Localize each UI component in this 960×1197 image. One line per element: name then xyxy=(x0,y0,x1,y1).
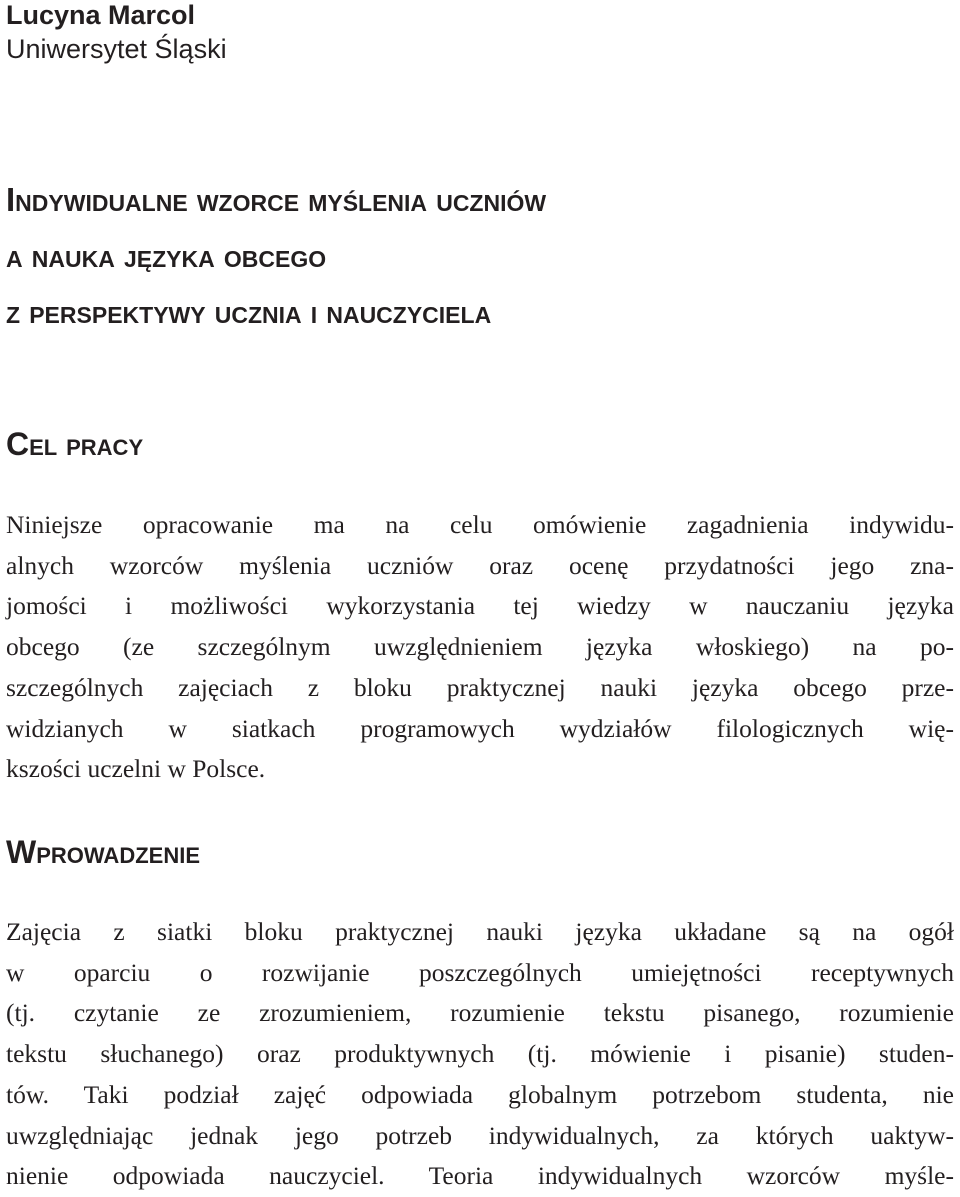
paragraph-line: uwzględniając jednak jego potrzeb indywidualnych, za których uaktyw- xyxy=(6,1120,954,1150)
paragraph-line: tów. Taki podział zajęć odpowiada globalnym potrzebom studenta, nie xyxy=(6,1079,954,1109)
title-line: z perspektywy ucznia i nauczyciela xyxy=(6,293,492,330)
paragraph-line: w oparciu o rozwijanie poszczególnych umiejętności receptywnych xyxy=(6,957,954,987)
section-heading-wprowadzenie: Wprowadzenie xyxy=(6,834,200,870)
paragraph-cel-pracy xyxy=(6,505,954,790)
title-line: Indywidualne wzorce myślenia uczniów xyxy=(6,181,547,218)
paragraph-wprowadzenie xyxy=(6,912,954,1197)
author-affiliation: Uniwersytet Śląski xyxy=(6,34,227,64)
paragraph-line: tekstu słuchanego) oraz produktywnych (tj. mówienie i pisanie) studen- xyxy=(6,1039,954,1069)
paragraph-line: szczególnych zajęciach z bloku praktycznej nauki języka obcego prze- xyxy=(6,672,954,702)
paragraph-line: Niniejsze opracowanie ma na celu omówienie zagadnienia indywidu- xyxy=(6,510,954,539)
paragraph-line: nienie odpowiada nauczyciel. Teoria indywidualnych wzorców myśle- xyxy=(6,1161,954,1191)
author-name: Lucyna Marcol xyxy=(6,0,196,30)
paragraph-line: widzianych w siatkach programowych wydziałów filologicznych wię- xyxy=(6,713,954,743)
title-line: a nauka języka obcego xyxy=(6,237,327,274)
paragraph-line: kszości uczelni w Polsce. xyxy=(6,754,266,784)
paragraph-line: jomości i możliwości wykorzystania tej wiedzy w nauczaniu języka xyxy=(6,591,954,621)
paragraph-line: Zajęcia z siatki bloku praktycznej nauki języka układane są na ogół xyxy=(6,917,954,946)
article-title xyxy=(6,172,546,340)
paragraph-line: obcego (ze szczególnym uwzględnieniem języka włoskiego) na po- xyxy=(6,632,954,662)
paragraph-line: alnych wzorców myślenia uczniów oraz ocenę przydatności jego zna- xyxy=(6,550,954,580)
section-heading-cel-pracy: Cel pracy xyxy=(6,426,144,462)
paragraph-line: (tj. czytanie ze zrozumieniem, rozumienie tekstu pisanego, rozumienie xyxy=(6,998,954,1028)
